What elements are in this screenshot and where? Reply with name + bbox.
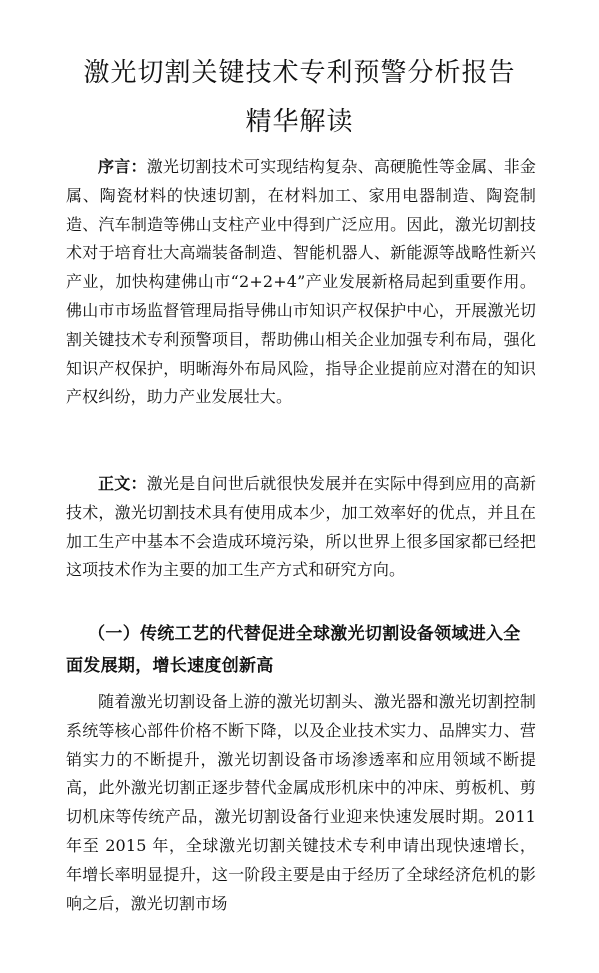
preface-paragraph <box>66 153 536 412</box>
document-title: 激光切割关键技术专利预警分析报告 <box>83 58 516 88</box>
body-label: 正文： <box>98 474 147 493</box>
body-paragraph <box>66 470 536 585</box>
preface-label: 序言： <box>98 157 147 176</box>
preface-text: 激光切割技术可实现结构复杂、高硬脆性等金属、非金属、陶瓷材料的快速切割，在材料加工、家用电器制造、陶瓷制造、汽车制造等佛山支柱产业中得到广泛应用。因此，激光切割技术对于培育壮大高端装备制造、智能机器人、新能源等战略性新兴产业，加快构建佛山市“2+2+4”产业发展新格局起到重要作用。佛山市市场监督管理局指导佛山市知识产权保护中心，开展激光切割关键技术专利预警项目，帮助佛山相关企业加强专利布局，强化知识产权保护，明晰海外布局风险，指导企业提前应对潜在的知识产权纠纷，助力产业发展壮大。 <box>66 157 537 407</box>
body-text: 激光是自问世后就很快发展并在实际中得到应用的高新技术，激光切割技术具有使用成本少，加工效率好的优点，并且在加工生产中基本不会造成环境污染，所以世界上很多国家都已经把这项技术作为主要的加工生产方式和研究方向。 <box>66 474 537 580</box>
document-subtitle: 精华解读 <box>245 107 354 137</box>
section-paragraph: 随着激光切割设备上游的激光切割头、激光器和激光切割控制系统等核心部件价格不断下降，以及企业技术实力、品牌实力、营销实力的不断提升，激光切割设备市场渗透率和应用领域不断提高，此外激光切割正逐步替代金属成形机床中的冲床、剪板机、剪切机床等传统产品，激光切割设备行业迎来快速发展时期。2011 年至 2015 年，全球激光切割关键技术专利申请出现快速增长，年增长率明显提升，这一阶段主要是由于经历了全球经济危机的影响之后，激光切割市场 <box>66 692 536 913</box>
section-heading: （一）传统工艺的代替促进全球激光切割设备领域进入全面发展期，增长速度创新高 <box>66 624 521 676</box>
